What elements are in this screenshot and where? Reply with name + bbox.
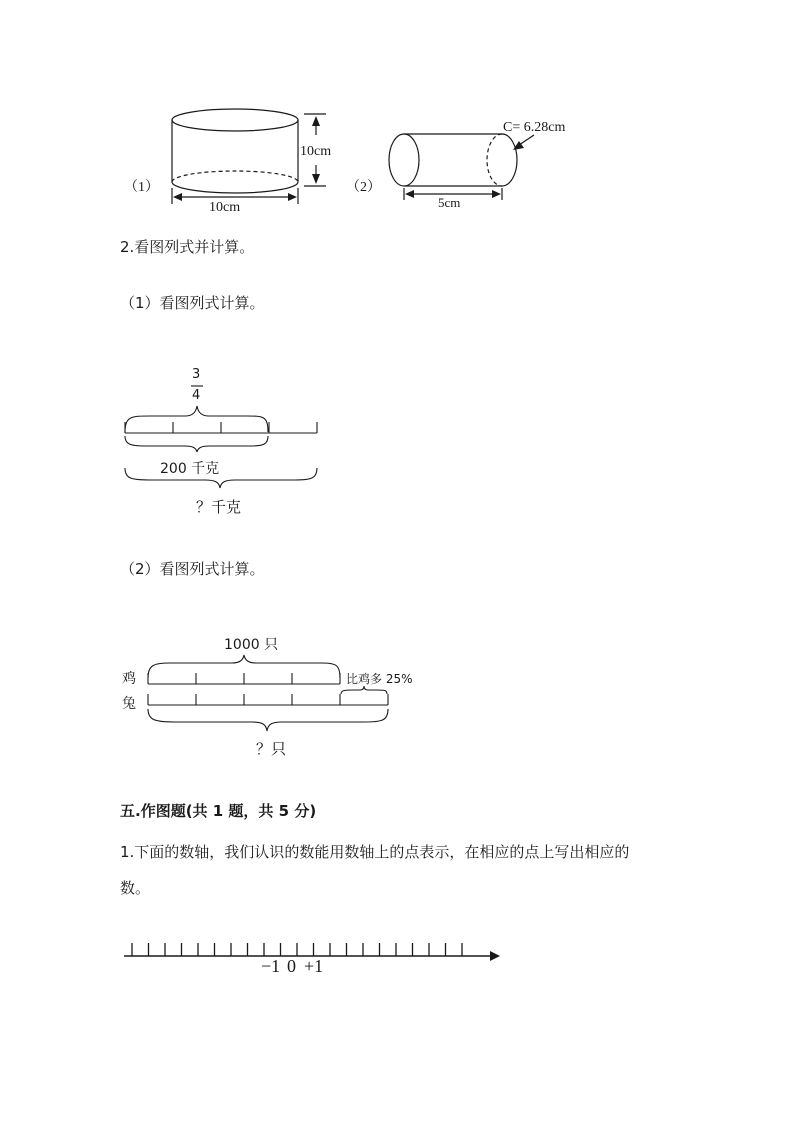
- fraction-numerator: 3: [192, 367, 201, 382]
- axis-label-zero: 0: [287, 956, 296, 976]
- row-label-rabbit: 兔: [122, 696, 136, 712]
- q2-sub2-label: （2）看图列式计算。: [120, 560, 265, 578]
- unknown-rabbit-label: ？只: [256, 740, 287, 758]
- figure-1-label: （1）: [124, 180, 159, 195]
- cylinder-2-circumference-label: C= 6.28cm: [503, 120, 566, 135]
- cylinder-1-height-label: 10cm: [300, 144, 332, 159]
- q2-sub1-label: （1）看图列式计算。: [120, 294, 265, 312]
- known-weight-label: 200 千克: [160, 461, 220, 477]
- unknown-weight-label: ？千克: [196, 498, 242, 516]
- section-5-q1-line2: 数。: [120, 879, 151, 897]
- number-line-arrowhead: [490, 951, 500, 961]
- chicken-total-label: 1000 只: [224, 637, 279, 653]
- axis-label-minus-one: −1: [261, 956, 281, 976]
- section-5-heading: 五.作图题(共 1 题，共 5 分): [120, 802, 317, 820]
- fraction-denominator: 4: [192, 388, 201, 403]
- cylinder-1-diameter-label: 10cm: [209, 200, 241, 215]
- row-label-chicken: 鸡: [122, 671, 136, 687]
- extra-percent-label: 比鸡多 25%: [346, 672, 413, 686]
- q2-title: 2.看图列式并计算。: [120, 238, 255, 256]
- section-5-q1-line1: 1.下面的数轴，我们认识的数能用数轴上的点表示，在相应的点上写出相应的: [120, 843, 630, 861]
- cylinder-2-length-label: 5cm: [438, 195, 461, 210]
- figure-2-label: （2）: [346, 180, 381, 195]
- axis-label-plus-one: +1: [304, 956, 324, 976]
